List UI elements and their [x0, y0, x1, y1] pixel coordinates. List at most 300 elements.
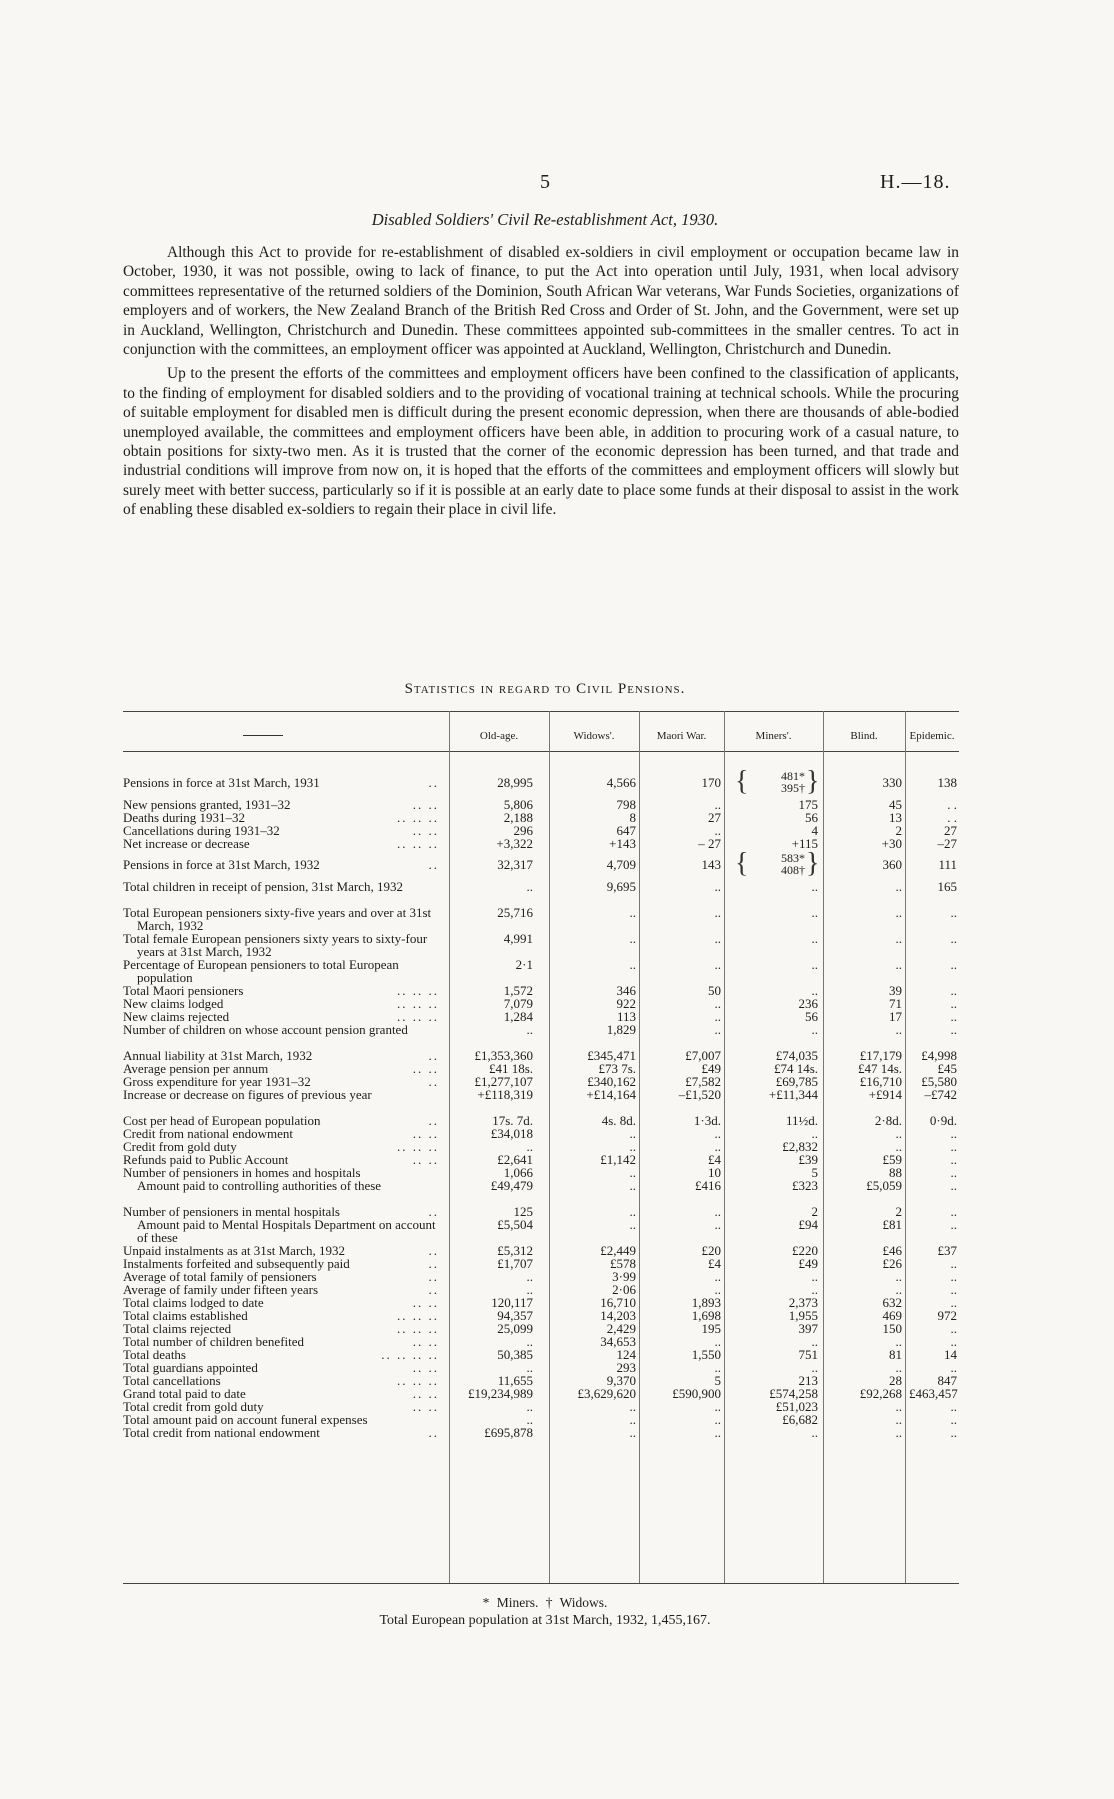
cell-miners: 751 — [798, 1347, 818, 1362]
cell-epidemic: 165 — [937, 879, 957, 894]
row-label-text: Number of children on whose account pension granted — [123, 1022, 408, 1037]
row-label-text: Increase or decrease on figures of previous year — [123, 1087, 372, 1102]
leader-dots: .. .. .. — [397, 1308, 439, 1323]
leader-dots: .. — [428, 1074, 439, 1089]
cell-old-age: 296 — [513, 823, 533, 838]
row-label — [123, 1179, 445, 1192]
cell-old-age: 1,572 — [503, 983, 533, 998]
left-brace: { — [735, 766, 749, 797]
cell-miners: £574,258 — [769, 1386, 818, 1401]
cell-old-age: 25,099 — [497, 1321, 533, 1336]
row-label-text: Average of family under fifteen years — [123, 1282, 319, 1297]
cell-widows: £3,629,620 — [577, 1386, 636, 1401]
paragraph: Up to the present the efforts of the committees and employment officers have been confined to the classification of applicants, to the finding of employment for disabled soldiers and to the providing of vocational training at technical schools. While the procuring of suitable employment for disabled men is difficult during the present economic depression, when there are thousands of able-bodied unemployed available, the committees and employment officers have been able, in addition to procuring work of a casual nature, to obtain positions for sixty-two men. As it is trusted that the corner of the economic depression has been turned, and that trade and industrial conditions will improve from now on, it is hoped that the efforts of the committees and employment officers will slowly but surely meet with better success, particularly so if it is possible at an early date to place some funds at their disposal to assist in the work of enabling these disabled ex-soldiers to regain their place in civil life. — [123, 365, 959, 519]
column-rule — [549, 711, 550, 1583]
row-label-text: Number of pensioners in mental hospitals — [123, 1204, 340, 1219]
cell-epidemic: .. — [950, 1165, 957, 1180]
cell-widows: .. — [629, 1126, 636, 1141]
cell-old-age: £49,479 — [490, 1178, 533, 1193]
footnote-total-population: Total European population at 31st March, 1932, 1,455,167. — [379, 1613, 711, 1628]
leader-dots: .. .. — [412, 1152, 439, 1167]
cell-maori-war: 5 — [714, 1373, 721, 1388]
cell-miners: £6,682 — [782, 1412, 818, 1427]
cell-miners: 5 — [811, 1165, 818, 1180]
cell-miners: +115 — [791, 836, 818, 851]
header-blind: Blind. — [850, 730, 878, 742]
cell-maori-war: 50 — [708, 983, 721, 998]
cell-old-age: .. — [526, 1412, 533, 1427]
cell-epidemic: .. — [950, 1425, 957, 1440]
cell-miners: 2 — [811, 1204, 818, 1219]
cell-maori-war: 143 — [701, 857, 721, 872]
cell-epidemic: 138 — [937, 775, 957, 790]
cell-widows: 113 — [616, 1009, 636, 1024]
cell-old-age: 1,066 — [503, 1165, 533, 1180]
cell-old-age: £1,277,107 — [474, 1074, 533, 1089]
cell-epidemic: –27 — [937, 836, 957, 851]
cell-miners: 236 — [798, 996, 818, 1011]
cell-miners: .. — [811, 1360, 818, 1375]
cell-miners: £74 14s. — [773, 1061, 818, 1076]
footnote-legend: * Miners. † Widows. — [482, 1595, 608, 1610]
leader-dots: .. .. .. — [397, 1139, 439, 1154]
row-label-text: Total claims rejected — [123, 1321, 232, 1336]
cell-old-age: 32,317 — [497, 857, 533, 872]
leader-dots: .. — [428, 1243, 439, 1258]
cell-miners: 56 — [805, 1009, 818, 1024]
header-maori-war: Maori War. — [656, 730, 707, 742]
cell-old-age: 2·1 — [515, 957, 533, 972]
cell-epidemic: .. — [950, 1412, 957, 1427]
row-label-text: New claims lodged — [123, 996, 224, 1011]
row-label-text: Credit from gold duty — [123, 1139, 237, 1154]
column-rule — [724, 711, 725, 1583]
cell-maori-war: .. — [714, 1360, 721, 1375]
cell-miners: .. — [811, 983, 818, 998]
cell-miners: .. — [811, 879, 818, 894]
cell-maori-war: 1,550 — [691, 1347, 721, 1362]
cell-maori-war: £590,900 — [672, 1386, 721, 1401]
cell-epidemic: 972 — [937, 1308, 957, 1323]
cell-blind: .. — [895, 1126, 902, 1141]
cell-blind: 88 — [889, 1165, 902, 1180]
cell-miners: £69,785 — [775, 1074, 818, 1089]
cell-epidemic: .. — [950, 1139, 957, 1154]
cell-widows: 647 — [616, 823, 636, 838]
cell-widows: +143 — [609, 836, 636, 851]
cell-miners: .. — [811, 1282, 818, 1297]
cell-blind: 13 — [889, 810, 902, 825]
cell-old-age: .. — [526, 1360, 533, 1375]
cell-epidemic: .. — [950, 1360, 957, 1375]
cell-old-age: 28,995 — [497, 775, 533, 790]
row-label-text: Unpaid instalments as at 31st March, 1932 — [123, 1243, 346, 1258]
cell-blind: .. — [895, 1022, 902, 1037]
cell-old-age: £2,641 — [497, 1152, 533, 1167]
row-label — [123, 1088, 445, 1101]
cell-maori-war: £416 — [695, 1178, 721, 1193]
row-label-text: Total credit from gold duty — [123, 1399, 264, 1414]
cell-blind: .. — [895, 957, 902, 972]
cell-miners: £51,023 — [775, 1399, 818, 1414]
cell-old-age: 2,188 — [503, 810, 533, 825]
cell-blind: 2·8d. — [874, 1113, 902, 1128]
miners-count-miners: 481* — [781, 769, 805, 783]
cell-old-age: £1,707 — [497, 1256, 533, 1271]
cell-old-age: £5,504 — [497, 1217, 533, 1232]
cell-epidemic: –£742 — [924, 1087, 957, 1102]
cell-widows: 2,429 — [606, 1321, 636, 1336]
cell-maori-war: – 27 — [698, 836, 721, 851]
cell-miners: 175 — [798, 797, 818, 812]
cell-blind: 330 — [882, 775, 902, 790]
leader-dots: .. .. — [412, 1399, 439, 1414]
row-label-text: Deaths during 1931–32 — [123, 810, 246, 825]
row-label-text: Number of pensioners in homes and hospitals — [123, 1165, 361, 1180]
civil-pensions-table — [123, 711, 959, 1591]
leader-dots: .. — [428, 1113, 439, 1128]
cell-epidemic: .. — [950, 1295, 957, 1310]
cell-blind: .. — [895, 1269, 902, 1284]
cell-miners: .. — [811, 957, 818, 972]
cell-widows: 16,710 — [600, 1295, 636, 1310]
leader-dots: .. .. .. — [397, 996, 439, 1011]
cell-epidemic: .. — [950, 1256, 957, 1271]
row-label-text: Total guardians appointed — [123, 1360, 258, 1375]
cell-old-age: .. — [526, 1334, 533, 1349]
cell-maori-war: .. — [714, 905, 721, 920]
cell-miners: .. — [811, 1126, 818, 1141]
leader-dots: .. .. — [412, 1061, 439, 1076]
row-label-text: Net increase or decrease — [123, 836, 250, 851]
cell-epidemic: .. — [950, 983, 957, 998]
cell-widows: £345,471 — [587, 1048, 636, 1063]
cell-blind: £46 — [882, 1243, 902, 1258]
cell-epidemic: 0·9d. — [929, 1113, 957, 1128]
cell-maori-war: 195 — [701, 1321, 721, 1336]
cell-maori-war: £7,007 — [685, 1048, 721, 1063]
cell-maori-war: .. — [714, 957, 721, 972]
cell-old-age: .. — [526, 879, 533, 894]
cell-widows: 922 — [616, 996, 636, 1011]
cell-widows: £578 — [610, 1256, 636, 1271]
cell-blind: £81 — [882, 1217, 902, 1232]
cell-old-age: 94,357 — [497, 1308, 533, 1323]
cell-maori-war: .. — [714, 1412, 721, 1427]
row-label-text: Refunds paid to Public Account — [123, 1152, 289, 1167]
cell-old-age: .. — [526, 1399, 533, 1414]
cell-blind: .. — [895, 1425, 902, 1440]
leader-dots: .. .. .. — [397, 983, 439, 998]
cell-blind: 360 — [882, 857, 902, 872]
cell-epidemic: .. — [950, 1126, 957, 1141]
cell-epidemic: 14 — [944, 1347, 957, 1362]
cell-widows: .. — [629, 931, 636, 946]
table-top-rule — [123, 711, 959, 712]
column-rule — [823, 711, 824, 1583]
row-label-text: Cost per head of European population — [123, 1113, 321, 1128]
leader-dots: .. — [428, 1204, 439, 1219]
leader-dots: .. .. .. — [397, 1321, 439, 1336]
cell-widows: .. — [629, 905, 636, 920]
cell-blind: £16,710 — [859, 1074, 902, 1089]
cell-widows: 9,695 — [606, 879, 636, 894]
cell-miners: 11½d. — [785, 1113, 818, 1128]
leader-dots: .. .. — [412, 823, 439, 838]
cell-widows: .. — [629, 1217, 636, 1232]
row-label — [123, 837, 445, 850]
cell-maori-war: .. — [714, 1022, 721, 1037]
cell-widows: 3·99 — [612, 1269, 636, 1284]
header-old-age: Old-age. — [479, 730, 519, 742]
leader-dots: .. .. — [412, 1360, 439, 1375]
cell-old-age: .. — [526, 1022, 533, 1037]
leader-dots: .. .. — [412, 1386, 439, 1401]
leader-dots: .. .. .. — [397, 810, 439, 825]
leader-dots: .. — [428, 1282, 439, 1297]
cell-maori-war: .. — [714, 1399, 721, 1414]
cell-old-age: 125 — [513, 1204, 533, 1219]
cell-old-age: £41 18s. — [488, 1061, 533, 1076]
section-heading: Disabled Soldiers' Civil Re-establishment Act, 1930. — [371, 210, 719, 229]
row-label-text: Grand total paid to date — [123, 1386, 246, 1401]
cell-epidemic: £4,998 — [921, 1048, 957, 1063]
cell-blind: 17 — [889, 1009, 902, 1024]
cell-maori-war: £20 — [701, 1243, 721, 1258]
cell-epidemic: 27 — [944, 823, 957, 838]
blank-header-dash — [243, 735, 283, 736]
header-epidemic: Epidemic. — [909, 730, 955, 742]
right-brace: } — [806, 766, 820, 797]
cell-old-age: 50,385 — [497, 1347, 533, 1362]
cell-old-age: 1,284 — [503, 1009, 533, 1024]
cell-widows: .. — [629, 957, 636, 972]
cell-miners: £94 — [798, 1217, 818, 1232]
cell-maori-war: –£1,520 — [678, 1087, 721, 1102]
cell-blind: .. — [895, 1139, 902, 1154]
cell-widows: £2,449 — [600, 1243, 636, 1258]
leader-dots: .. .. — [412, 797, 439, 812]
cell-epidemic: .. — [950, 1152, 957, 1167]
cell-widows: 14,203 — [600, 1308, 636, 1323]
cell-old-age: 120,117 — [491, 1295, 533, 1310]
cell-old-age: £1,353,360 — [474, 1048, 533, 1063]
cell-maori-war: £49 — [701, 1061, 721, 1076]
row-label-text: Total female European pensioners sixty years to sixty-four years at 31st March, 1932 — [123, 931, 428, 959]
cell-blind: 28 — [889, 1373, 902, 1388]
leader-dots: .. .. .. — [397, 1373, 439, 1388]
row-label-text: Total children in receipt of pension, 31st March, 1932 — [123, 879, 403, 894]
cell-epidemic: .. — [950, 1399, 957, 1414]
cell-maori-war: 1,893 — [691, 1295, 721, 1310]
cell-blind: £92,268 — [859, 1386, 902, 1401]
row-label-text: Credit from national endowment — [123, 1126, 294, 1141]
cell-maori-war: 10 — [708, 1165, 721, 1180]
cell-old-age: 25,716 — [497, 905, 533, 920]
cell-widows: .. — [629, 1178, 636, 1193]
cell-maori-war: .. — [714, 823, 721, 838]
cell-miners: £74,035 — [775, 1048, 818, 1063]
cell-blind: 45 — [889, 797, 902, 812]
cell-widows: .. — [629, 1165, 636, 1180]
cell-widows: +£14,164 — [586, 1087, 636, 1102]
row-label-text: Amount paid to Mental Hospitals Department on account of these — [137, 1217, 436, 1245]
cell-widows: 124 — [616, 1347, 636, 1362]
row-label-text: Total claims lodged to date — [123, 1295, 264, 1310]
row-label-text: Total Maori pensioners — [123, 983, 244, 998]
cell-widows: £1,142 — [600, 1152, 636, 1167]
cell-miners: £49 — [798, 1256, 818, 1271]
cell-miners: .. — [811, 1334, 818, 1349]
cell-maori-war: £4 — [708, 1256, 721, 1271]
row-label — [123, 858, 445, 871]
cell-widows: .. — [629, 1412, 636, 1427]
cell-blind: 39 — [889, 983, 902, 998]
header-widows: Widows'. — [573, 730, 615, 742]
cell-blind: .. — [895, 1360, 902, 1375]
row-label-text: Amount paid to controlling authorities of these — [137, 1178, 382, 1193]
cell-old-age: .. — [526, 1139, 533, 1154]
cell-epidemic: .. — [950, 1217, 957, 1232]
header-bottom-rule — [123, 751, 959, 752]
cell-maori-war: .. — [714, 1204, 721, 1219]
cell-widows: 293 — [616, 1360, 636, 1375]
cell-epidemic: .. — [950, 957, 957, 972]
table-bottom-rule — [123, 1583, 959, 1584]
cell-widows: 4s. 8d. — [601, 1113, 636, 1128]
row-label-text: Total number of children benefited — [123, 1334, 305, 1349]
cell-blind: .. — [895, 931, 902, 946]
cell-maori-war: .. — [714, 879, 721, 894]
row-label-text: Total credit from national endowment — [123, 1425, 320, 1440]
row-label-text: Instalments forfeited and subsequently paid — [123, 1256, 350, 1271]
cell-maori-war: .. — [714, 1282, 721, 1297]
row-label — [123, 1023, 445, 1036]
cell-maori-war: .. — [714, 1217, 721, 1232]
document-code: H.—18. — [880, 171, 951, 193]
cell-blind: .. — [895, 1399, 902, 1414]
cell-blind: £17,179 — [859, 1048, 902, 1063]
cell-old-age: +3,322 — [496, 836, 533, 851]
cell-epidemic: .. — [950, 1321, 957, 1336]
cell-old-age: 17s. 7d. — [492, 1113, 533, 1128]
cell-widows: 9,370 — [606, 1373, 636, 1388]
cell-old-age: .. — [526, 1269, 533, 1284]
table-title: Statistics in regard to Civil Pensions. — [404, 681, 686, 697]
cell-widows: 4,709 — [606, 857, 636, 872]
leader-dots: .. — [428, 1256, 439, 1271]
row-label-text: New claims rejected — [123, 1009, 230, 1024]
cell-widows: .. — [629, 1204, 636, 1219]
row-label-text: Total deaths — [123, 1347, 186, 1362]
cell-miners: 397 — [798, 1321, 818, 1336]
cell-old-age: .. — [526, 1282, 533, 1297]
leader-dots: .. .. .. .. — [381, 1347, 439, 1362]
column-rule — [905, 711, 906, 1583]
row-label-text: New pensions granted, 1931–32 — [123, 797, 291, 812]
cell-widows: .. — [629, 1399, 636, 1414]
cell-maori-war: .. — [714, 1269, 721, 1284]
row-label-text: Total European pensioners sixty-five years and over at 31st March, 1932 — [123, 905, 432, 933]
cell-miners: .. — [811, 1269, 818, 1284]
cell-blind: 81 — [889, 1347, 902, 1362]
cell-miners: £39 — [798, 1152, 818, 1167]
leader-dots: .. — [428, 775, 439, 790]
header-miners: Miners'. — [755, 730, 792, 742]
cell-widows: 346 — [616, 983, 636, 998]
cell-epidemic: £37 — [937, 1243, 957, 1258]
cell-old-age: 7,079 — [503, 996, 533, 1011]
cell-miners: £323 — [792, 1178, 818, 1193]
cell-maori-war: 170 — [701, 775, 721, 790]
leader-dots: .. — [428, 857, 439, 872]
cell-maori-war: .. — [714, 996, 721, 1011]
cell-epidemic: .. — [950, 996, 957, 1011]
cell-old-age: 4,991 — [503, 931, 533, 946]
body-text — [123, 243, 959, 525]
row-label — [123, 776, 445, 789]
cell-epidemic: . . — [947, 810, 957, 825]
cell-maori-war: .. — [714, 1009, 721, 1024]
cell-epidemic: .. — [950, 905, 957, 920]
cell-epidemic: 111 — [938, 857, 957, 872]
cell-widows: 1,829 — [606, 1022, 636, 1037]
cell-widows: .. — [629, 1139, 636, 1154]
cell-maori-war: 1·3d. — [693, 1113, 721, 1128]
cell-epidemic: .. — [950, 1282, 957, 1297]
cell-epidemic: .. — [950, 1334, 957, 1349]
cell-blind: £26 — [882, 1256, 902, 1271]
row-label-text: Total claims established — [123, 1308, 248, 1323]
cell-widows: 8 — [629, 810, 636, 825]
cell-widows: 2·06 — [612, 1282, 636, 1297]
leader-dots: .. .. — [412, 1295, 439, 1310]
cell-blind: .. — [895, 1282, 902, 1297]
miners-count-widows: 408† — [781, 863, 805, 877]
cell-epidemic: 847 — [937, 1373, 957, 1388]
paragraph: Although this Act to provide for re-establishment of disabled ex-soldiers in civil employment or occupation became law in October, 1930, it was not possible, owing to lack of finance, to put the Act into operation until July, 1931, when local advisory committees representative of the returned soldiers of the Dominion, South African War veterans, War Funds Societies, organizations of employers and of workers, the New Zealand Branch of the British Red Cross and Order of St. John, and the Government, were set up in Auckland, Wellington, Christchurch and Dunedin. These committees appointed sub-committees in the smaller centres. To act in conjunction with the committees, an employment officer was appointed at Auckland, Wellington, Christchurch and Dunedin. — [123, 244, 959, 359]
cell-blind: 150 — [882, 1321, 902, 1336]
cell-epidemic: .. — [950, 1269, 957, 1284]
cell-epidemic: . . — [947, 797, 957, 812]
cell-blind: +30 — [881, 836, 902, 851]
cell-maori-war: .. — [714, 1139, 721, 1154]
leader-dots: .. — [428, 1425, 439, 1440]
cell-epidemic: .. — [950, 1204, 957, 1219]
cell-widows: 34,653 — [600, 1334, 636, 1349]
cell-maori-war: 1,698 — [691, 1308, 721, 1323]
cell-blind: 2 — [895, 1204, 902, 1219]
row-label-text: Cancellations during 1931–32 — [123, 823, 280, 838]
cell-miners: 1,955 — [788, 1308, 818, 1323]
row-label-text: Average pension per annum — [123, 1061, 269, 1076]
page-number: 5 — [540, 171, 550, 193]
cell-maori-war: .. — [714, 797, 721, 812]
cell-widows: 798 — [616, 797, 636, 812]
row-label — [123, 958, 445, 984]
cell-old-age: £5,312 — [497, 1243, 533, 1258]
cell-blind: 2 — [895, 823, 902, 838]
cell-miners: 56 — [805, 810, 818, 825]
cell-blind: .. — [895, 1412, 902, 1427]
cell-epidemic: .. — [950, 1022, 957, 1037]
row-label-text: Gross expenditure for year 1931–32 — [123, 1074, 311, 1089]
cell-miners: £220 — [792, 1243, 818, 1258]
cell-miners: £2,832 — [782, 1139, 818, 1154]
cell-blind: 632 — [882, 1295, 902, 1310]
row-label — [123, 906, 445, 932]
cell-miners: +£11,344 — [768, 1087, 818, 1102]
